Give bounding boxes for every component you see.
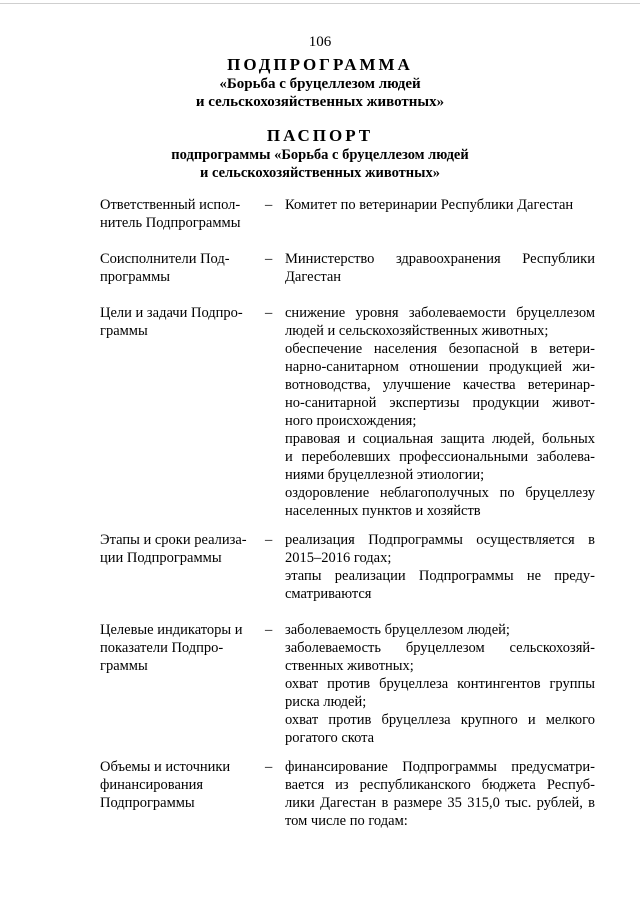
row-dash: – bbox=[265, 251, 273, 267]
scan-edge-line bbox=[0, 3, 640, 4]
row-label: Цели и задачи Подпро- граммы bbox=[100, 305, 243, 339]
row-label: Этапы и сроки реализа- ции Подпрограммы bbox=[100, 532, 247, 566]
row-value: заболеваемость бруцеллезом людей; заболеваемость бруцеллезом сельскохозяй- ственных животных; охват против бруцеллеза контингентов группы риска людей; охват против бруцеллеза крупного и мелкого рогатого скота bbox=[285, 622, 595, 746]
program-subtitle-line-2: и сельскохозяйственных животных» bbox=[195, 94, 445, 110]
page-number: 106 bbox=[308, 34, 332, 50]
row-dash: – bbox=[265, 305, 273, 321]
passport-subtitle-line-1: подпрограммы «Борьба с бруцеллезом людей bbox=[171, 147, 469, 163]
passport-heading bbox=[0, 126, 640, 182]
row-label: Ответственный испол- нитель Подпрограммы bbox=[100, 197, 241, 231]
row-dash: – bbox=[265, 197, 273, 213]
row-dash: – bbox=[265, 759, 273, 775]
row-dash: – bbox=[265, 622, 273, 638]
row-value: снижение уровня заболеваемости бруцеллезом людей и сельскохозяйственных животных; обеспечение населения безопасной в ветери- нарно-санитарном отношении продукцией жи- вотноводства, улучшение качества ветеринар- но-санитарной экспертизы продукции живот- ного происхождения; правовая и социальная защита людей, больных и переболевших профессиональными заболева- ниями бруцеллезной этиологии; оздоровление неблагополучных по бруцеллезу населенных пунктов и хозяйств bbox=[285, 305, 595, 519]
row-value: Министерство здравоохранения Республики Дагестан bbox=[285, 251, 595, 285]
passport-subtitle-line-2: и сельскохозяйственных животных» bbox=[200, 165, 440, 181]
row-value: реализация Подпрограммы осуществляется в 2015–2016 годах; этапы реализации Подпрограммы не преду- сматриваются bbox=[285, 532, 595, 602]
program-heading bbox=[0, 55, 640, 111]
passport-title: ПАСПОРТ bbox=[266, 126, 374, 145]
row-label: Объемы и источники финансирования Подпрограммы bbox=[100, 759, 231, 811]
row-label: Соисполнители Под- программы bbox=[100, 251, 230, 285]
program-subtitle-line-1: «Борьба с бруцеллезом людей bbox=[219, 76, 421, 92]
row-value: Комитет по ветеринарии Республики Дагестан bbox=[285, 197, 574, 213]
row-value: финансирование Подпрограммы предусматри- вается из республиканского бюджета Респуб- лики Дагестан в размере 35 315,0 тыс. рублей, в том числе по годам: bbox=[285, 759, 595, 829]
program-title: ПОДПРОГРАММА bbox=[227, 55, 413, 74]
row-dash: – bbox=[265, 532, 273, 548]
row-label: Целевые индикаторы и показатели Подпро- граммы bbox=[100, 622, 243, 674]
